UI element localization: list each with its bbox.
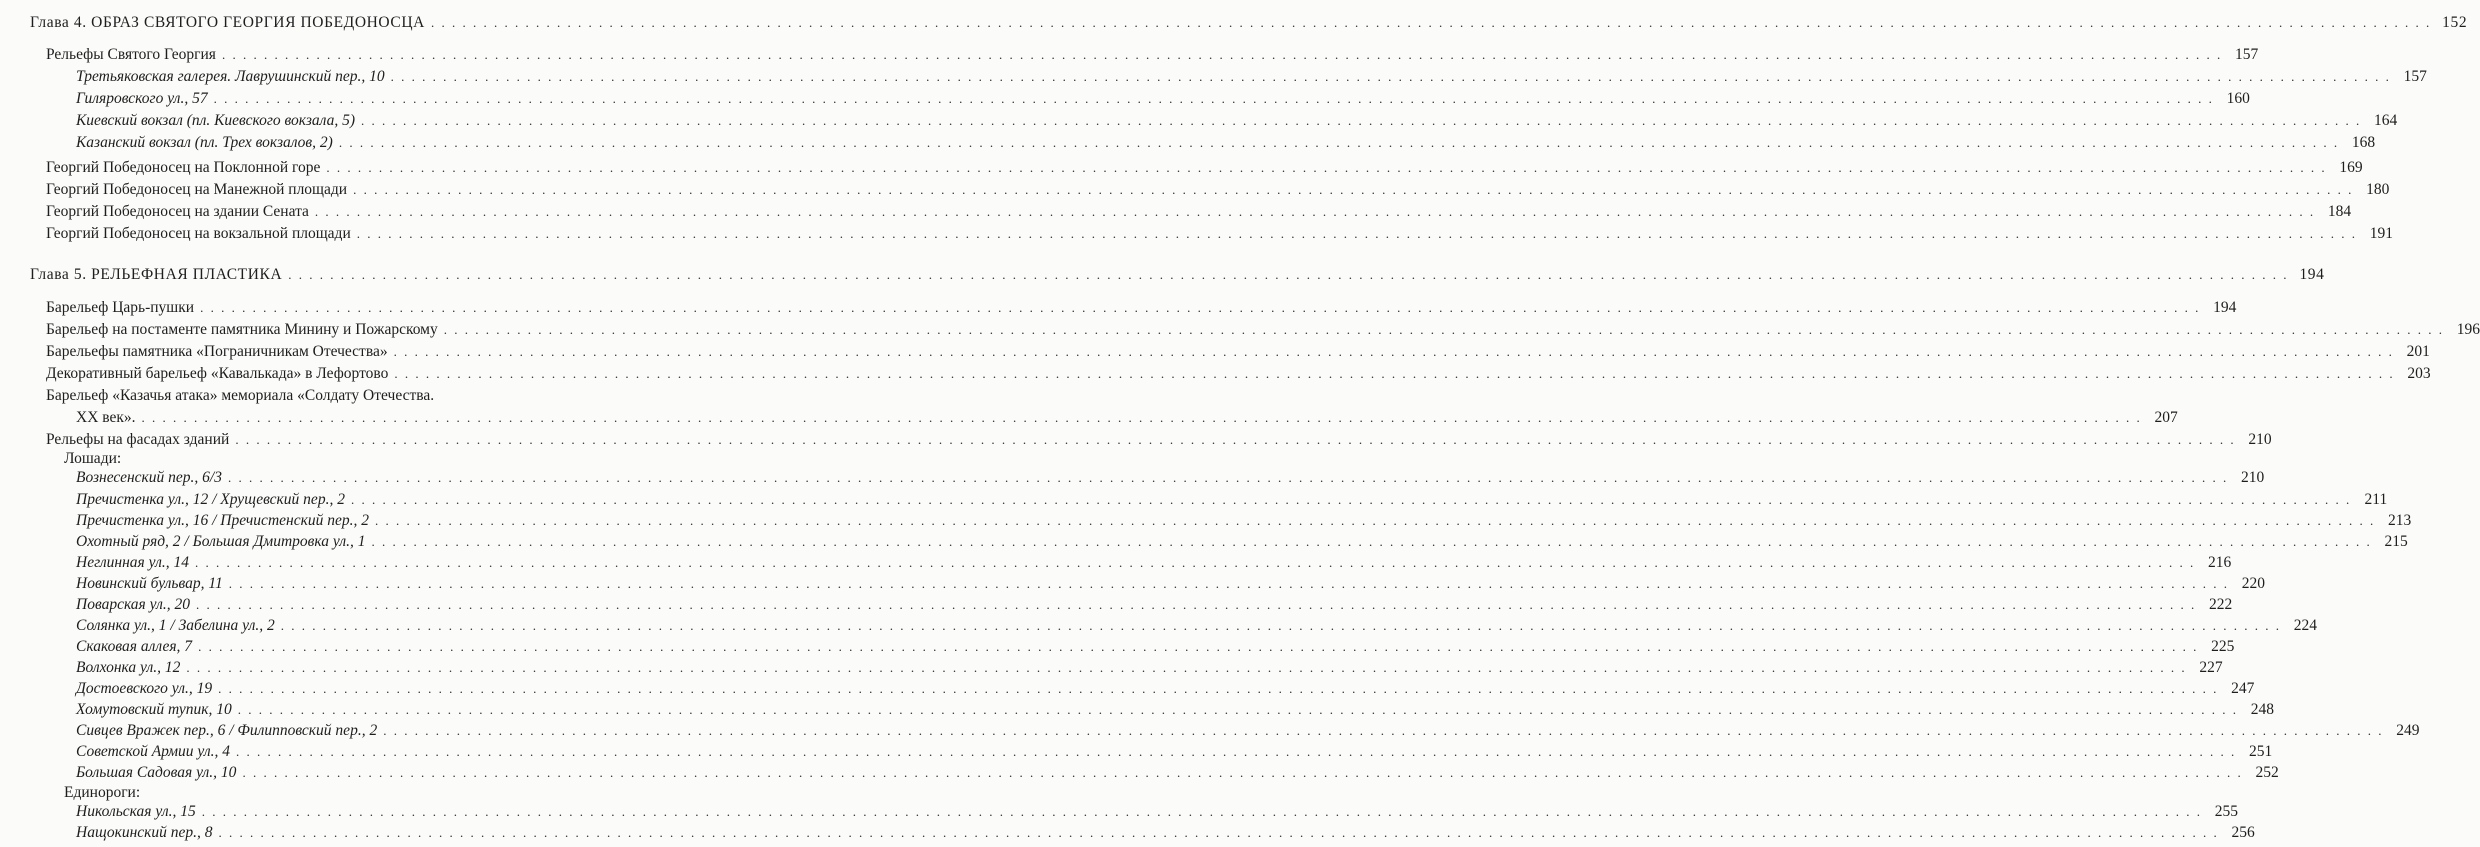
- entry-label: XX век».: [76, 409, 136, 426]
- leader-dots: [214, 89, 2214, 109]
- toc-subentry[interactable]: [76, 637, 2235, 657]
- toc-entry[interactable]: [46, 320, 2480, 340]
- leader-dots: [288, 265, 2288, 285]
- entry-label: Киевский вокзал (пл. Киевского вокзала, 5): [76, 112, 356, 129]
- leader-dots: [200, 298, 2200, 318]
- leader-dots: [357, 224, 2357, 244]
- entry-label: Новинский бульвар, 11: [76, 575, 223, 592]
- entry-page: 211: [2364, 491, 2388, 508]
- entry-page: 210: [2241, 469, 2265, 486]
- toc-subentry[interactable]: [76, 67, 2427, 87]
- unicorns-heading: Единороги:: [64, 784, 141, 801]
- toc-subentry[interactable]: [76, 658, 2223, 678]
- toc-entry[interactable]: [46, 202, 2352, 222]
- entry-page: 256: [2231, 824, 2255, 841]
- entry-label: Нащокинский пер., 8: [76, 824, 213, 841]
- entry-label: Третьяковская галерея. Лаврушинский пер., 10: [76, 68, 385, 85]
- leader-dots: [228, 468, 2228, 488]
- leader-dots: [186, 658, 2186, 678]
- leader-dots: [229, 574, 2229, 594]
- toc-entry[interactable]: [46, 158, 2363, 178]
- entry-page: 227: [2199, 659, 2223, 676]
- toc-subentry[interactable]: [76, 802, 2238, 822]
- entry-page: 248: [2250, 701, 2274, 718]
- entry-page: 157: [2234, 46, 2259, 63]
- entry-page: 252: [2255, 764, 2279, 781]
- leader-dots: [195, 553, 2195, 573]
- toc-entry-reliefs-st-george[interactable]: [46, 45, 2259, 65]
- entry-page: 210: [2248, 431, 2272, 448]
- toc-subentry[interactable]: [76, 679, 2255, 699]
- entry-page: 164: [2374, 112, 2398, 129]
- entry-label: Достоевского ул., 19: [76, 680, 213, 697]
- entry-label: Пречистенка ул., 12 / Хрущевский пер., 2: [76, 491, 345, 508]
- entry-label: Барельеф на постаменте памятника Минину и Пожарскому: [46, 321, 438, 338]
- leader-dots: [196, 595, 2196, 615]
- entry-page: 160: [2226, 90, 2250, 107]
- entry-page: 191: [2369, 225, 2393, 242]
- leader-dots: [236, 742, 2236, 762]
- entry-label: Пречистенка ул., 16 / Пречистенский пер., 2: [76, 512, 369, 529]
- entry-label: Большая Садовая ул., 10: [76, 764, 237, 781]
- chapter-4-title: Глава 4. ОБРАЗ СВЯТОГО ГЕОРГИЯ ПОБЕДОНОСЦА: [30, 14, 425, 31]
- toc-subentry[interactable]: [76, 490, 2388, 510]
- entry-page: 249: [2396, 722, 2420, 739]
- toc-subentry[interactable]: [76, 532, 2408, 552]
- leader-dots: [431, 13, 2431, 33]
- entry-label: Барельефы памятника «Пограничникам Отечества»: [46, 343, 388, 360]
- entry-label: Георгий Победоносец на здании Сената: [46, 203, 309, 220]
- entry-label: Рельефы Святого Георгия: [46, 46, 216, 63]
- toc-entry-facade-reliefs[interactable]: [46, 430, 2272, 450]
- entry-label: Советской Армии ул., 4: [76, 743, 231, 760]
- entry-label: Солянка ул., 1 / Забелина ул., 2: [76, 617, 275, 634]
- chapter-4-page: 152: [2442, 14, 2468, 31]
- entry-label: Хомутовский тупик, 10: [76, 701, 232, 718]
- entry-label: Охотный ряд, 2 / Большая Дмитровка ул., 1: [76, 533, 366, 550]
- chapter-4-heading[interactable]: [30, 13, 2468, 33]
- entry-page: 224: [2293, 617, 2317, 634]
- horses-heading: Лошади:: [64, 450, 122, 467]
- entry-page: 225: [2211, 638, 2235, 655]
- entry-label: Волхонка ул., 12: [76, 659, 181, 676]
- entry-page: 168: [2351, 134, 2376, 151]
- entry-label: Георгий Победоносец на вокзальной площади: [46, 225, 351, 242]
- leader-dots: [353, 180, 2353, 200]
- entry-label: Барельеф Царь-пушки: [46, 299, 195, 316]
- leader-dots: [326, 158, 2326, 178]
- entry-label: Скаковая аллея, 7: [76, 638, 193, 655]
- entry-label: Декоративный барельеф «Кавалькада» в Лефортово: [46, 365, 389, 382]
- entry-label: Рельефы на фасадах зданий: [46, 431, 230, 448]
- toc-entry[interactable]: [46, 364, 2431, 384]
- toc-subentry[interactable]: [76, 574, 2265, 594]
- entry-label: Неглинная ул., 14: [76, 554, 189, 571]
- toc-subentry[interactable]: [76, 763, 2279, 783]
- entry-page: 196: [2456, 321, 2480, 338]
- entry-page: 201: [2406, 343, 2430, 360]
- toc-subentry[interactable]: [76, 595, 2233, 615]
- leader-dots: [281, 616, 2281, 636]
- toc-subentry[interactable]: [76, 111, 2398, 131]
- entry-page: 184: [2327, 203, 2352, 220]
- leader-dots: [218, 679, 2218, 699]
- chapter-5-page: 194: [2299, 266, 2325, 283]
- toc-subentry[interactable]: [76, 133, 2376, 153]
- toc-subentry[interactable]: [76, 823, 2255, 843]
- toc-subentry[interactable]: [76, 511, 2412, 531]
- leader-dots: [315, 202, 2315, 222]
- toc-entry[interactable]: [46, 224, 2393, 244]
- leader-dots: [375, 511, 2375, 531]
- leader-dots: [371, 532, 2371, 552]
- toc-entry-cossack-line1[interactable]: Барельеф «Казачья атака» мемориала «Солдату Отечества.: [46, 387, 435, 404]
- leader-dots: [142, 408, 2142, 428]
- leader-dots: [235, 430, 2235, 450]
- entry-page: 215: [2384, 533, 2408, 550]
- leader-dots: [394, 364, 2394, 384]
- toc-entry[interactable]: [46, 342, 2430, 362]
- entry-page: 255: [2214, 803, 2238, 820]
- leader-dots: [351, 490, 2351, 510]
- toc-subentry[interactable]: [76, 721, 2420, 741]
- toc-subentry[interactable]: [76, 553, 2232, 573]
- entry-label: Казанский вокзал (пл. Трех вокзалов, 2): [76, 134, 333, 151]
- entry-page: 207: [2154, 409, 2178, 426]
- entry-page: 180: [2366, 181, 2390, 198]
- toc-entry[interactable]: [46, 180, 2390, 200]
- leader-dots: [444, 320, 2444, 340]
- entry-page: 213: [2387, 512, 2412, 529]
- leader-dots: [219, 823, 2219, 843]
- entry-label: Никольская ул., 15: [76, 803, 196, 820]
- toc-subentry[interactable]: [76, 742, 2273, 762]
- entry-page: 222: [2209, 596, 2233, 613]
- leader-dots: [394, 342, 2394, 362]
- leader-dots: [391, 67, 2391, 87]
- entry-label: Сивцев Вражек пер., 6 / Филипповский пер., 2: [76, 722, 378, 739]
- leader-dots: [361, 111, 2361, 131]
- entry-page: 247: [2231, 680, 2255, 697]
- entry-page: 203: [2407, 365, 2431, 382]
- entry-page: 251: [2249, 743, 2273, 760]
- leader-dots: [383, 721, 2383, 741]
- entry-label: Поварская ул., 20: [76, 596, 190, 613]
- chapter-5-title: Глава 5. РЕЛЬЕФНАЯ ПЛАСТИКА: [30, 266, 283, 283]
- entry-page: 216: [2207, 554, 2232, 571]
- leader-dots: [222, 45, 2222, 65]
- entry-page: 194: [2213, 299, 2237, 316]
- chapter-5-heading[interactable]: [30, 265, 2325, 285]
- toc-subentry[interactable]: [76, 700, 2274, 720]
- leader-dots: [242, 763, 2242, 783]
- entry-label: Георгий Победоносец на Манежной площади: [46, 181, 348, 198]
- toc-subentry[interactable]: [76, 616, 2317, 636]
- leader-dots: [202, 802, 2202, 822]
- leader-dots: [238, 700, 2238, 720]
- entry-page: 169: [2339, 159, 2363, 176]
- toc-subentry[interactable]: [76, 468, 2265, 488]
- entry-page: 220: [2241, 575, 2265, 592]
- entry-label: Гиляровского ул., 57: [76, 90, 208, 107]
- toc-entry[interactable]: [46, 298, 2237, 318]
- leader-dots: [339, 133, 2339, 153]
- entry-label: Георгий Победоносец на Поклонной горе: [46, 159, 321, 176]
- entry-label: Вознесенский пер., 6/3: [76, 469, 222, 486]
- toc-entry-cossack-line2[interactable]: [76, 408, 2178, 428]
- entry-page: 157: [2403, 68, 2427, 85]
- leader-dots: [198, 637, 2198, 657]
- toc-subentry[interactable]: [76, 89, 2250, 109]
